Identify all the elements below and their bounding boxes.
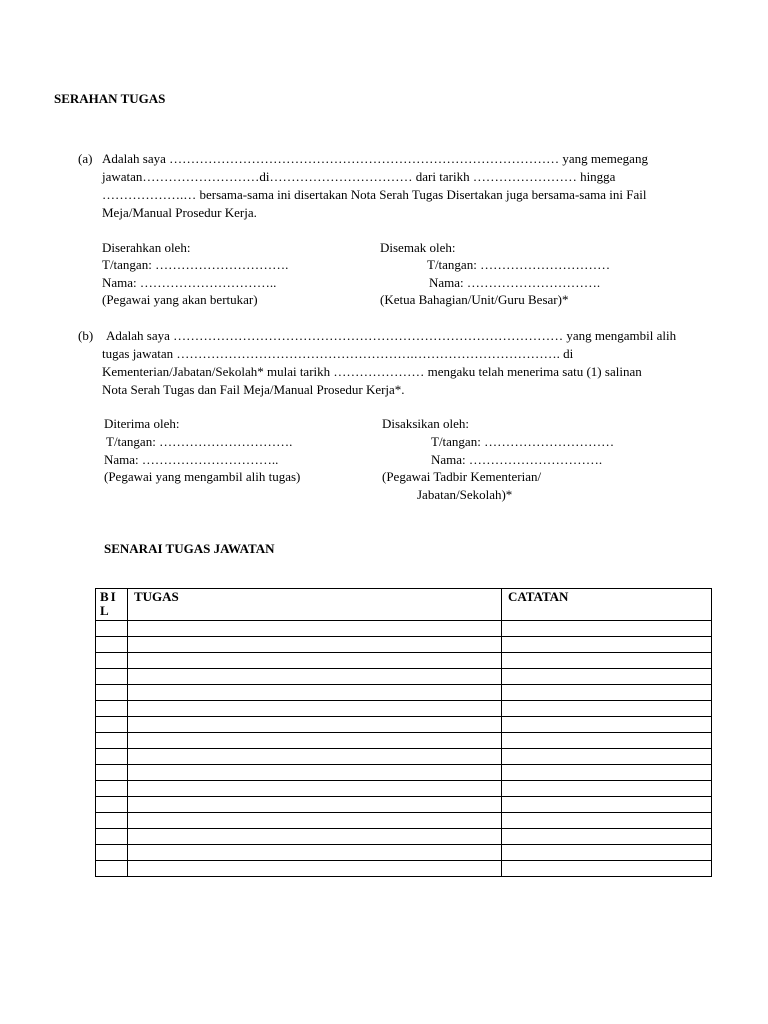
table-row — [96, 829, 712, 845]
table-row — [96, 861, 712, 877]
tugas-cell — [128, 637, 502, 653]
bil-cell — [96, 781, 128, 797]
catatan-cell — [502, 621, 712, 637]
header-tugas: TUGAS — [128, 589, 502, 621]
diserahkan-signature-field: T/tangan: …………………………. — [102, 257, 289, 272]
bil-cell — [96, 717, 128, 733]
catatan-cell — [502, 749, 712, 765]
bil-cell — [96, 845, 128, 861]
table-row — [96, 845, 712, 861]
bil-cell — [96, 653, 128, 669]
table-row — [96, 765, 712, 781]
catatan-cell — [502, 669, 712, 685]
disemak-name-field: Nama: …………………………. — [429, 275, 601, 290]
header-catatan: CATATAN — [502, 589, 712, 621]
tugas-cell — [128, 749, 502, 765]
catatan-cell — [502, 733, 712, 749]
tugas-cell — [128, 669, 502, 685]
tugas-cell — [128, 829, 502, 845]
disemak-role: (Ketua Bahagian/Unit/Guru Besar)* — [380, 292, 569, 307]
bil-cell — [96, 637, 128, 653]
catatan-cell — [502, 765, 712, 781]
bil-cell — [96, 685, 128, 701]
tugas-cell — [128, 717, 502, 733]
tugas-cell — [128, 685, 502, 701]
table-row — [96, 781, 712, 797]
table-row — [96, 653, 712, 669]
catatan-cell — [502, 653, 712, 669]
bil-cell — [96, 797, 128, 813]
disaksikan-name-field: Nama: …………………………. — [431, 452, 603, 467]
bil-cell — [96, 733, 128, 749]
disemak-signature-field: T/tangan: ………………………… — [427, 257, 611, 272]
bil-cell — [96, 749, 128, 765]
section-a-line-2: jawatan………………………di…………………………… dari tarikh …………………… hingga — [102, 169, 616, 184]
disaksikan-role-line-1: (Pegawai Tadbir Kementerian/ — [382, 469, 542, 484]
section-b-line-1: Adalah saya ……………………………………………………………………………… yang mengambil alih — [106, 328, 677, 343]
catatan-cell — [502, 813, 712, 829]
diterima-name-field: Nama: ………………………….. — [104, 452, 279, 467]
table-row — [96, 749, 712, 765]
bil-cell — [96, 813, 128, 829]
tugas-cell — [128, 653, 502, 669]
tugas-cell — [128, 701, 502, 717]
table-row — [96, 733, 712, 749]
diserahkan-heading: Diserahkan oleh: — [102, 240, 191, 255]
catatan-cell — [502, 701, 712, 717]
header-bil: BIL — [96, 589, 128, 621]
diserahkan-role: (Pegawai yang akan bertukar) — [102, 292, 258, 307]
section-b-marker: (b) — [78, 328, 94, 343]
task-table — [95, 588, 712, 877]
bil-cell — [96, 829, 128, 845]
catatan-cell — [502, 717, 712, 733]
diserahkan-name-field: Nama: ………………………….. — [102, 275, 277, 290]
catatan-cell — [502, 781, 712, 797]
senarai-title: SENARAI TUGAS JAWATAN — [104, 541, 275, 556]
disaksikan-heading: Disaksikan oleh: — [382, 416, 470, 431]
catatan-cell — [502, 861, 712, 877]
tugas-cell — [128, 781, 502, 797]
table-row — [96, 621, 712, 637]
table-row — [96, 797, 712, 813]
tugas-cell — [128, 813, 502, 829]
diterima-heading: Diterima oleh: — [104, 416, 180, 431]
section-a-line-4: Meja/Manual Prosedur Kerja. — [102, 205, 257, 220]
bil-cell — [96, 621, 128, 637]
disemak-heading: Disemak oleh: — [380, 240, 456, 255]
table-row — [96, 637, 712, 653]
section-a-line-1: Adalah saya ……………………………………………………………………………… yang memegang — [102, 151, 648, 166]
section-b-line-2: tugas jawatan ……………………………………………….……………………………. di — [102, 346, 574, 361]
tugas-cell — [128, 797, 502, 813]
table-row — [96, 717, 712, 733]
tugas-cell — [128, 733, 502, 749]
disaksikan-signature-field: T/tangan: ………………………… — [431, 434, 615, 449]
diterima-signature-field: T/tangan: …………………………. — [106, 434, 293, 449]
task-table-header-row — [96, 589, 712, 621]
section-b-line-3: Kementerian/Jabatan/Sekolah* mulai tarikh ………………… mengaku telah menerima satu (1) salinan — [102, 364, 642, 379]
catatan-cell — [502, 845, 712, 861]
section-b-line-4: Nota Serah Tugas dan Fail Meja/Manual Prosedur Kerja*. — [102, 382, 405, 397]
bil-cell — [96, 669, 128, 685]
tugas-cell — [128, 861, 502, 877]
catatan-cell — [502, 797, 712, 813]
section-a-marker: (a) — [78, 151, 93, 166]
disaksikan-role-line-2: Jabatan/Sekolah)* — [417, 487, 513, 502]
catatan-cell — [502, 829, 712, 845]
section-a-line-3: ……………….… bersama-sama ini disertakan Nota Serah Tugas Disertakan juga bersama-sama ini Fail — [102, 187, 647, 202]
bil-cell — [96, 701, 128, 717]
page-title: SERAHAN TUGAS — [54, 91, 166, 106]
table-row — [96, 669, 712, 685]
tugas-cell — [128, 621, 502, 637]
tugas-cell — [128, 845, 502, 861]
table-row — [96, 701, 712, 717]
bil-cell — [96, 861, 128, 877]
table-row — [96, 813, 712, 829]
catatan-cell — [502, 685, 712, 701]
tugas-cell — [128, 765, 502, 781]
catatan-cell — [502, 637, 712, 653]
table-row — [96, 685, 712, 701]
diterima-role: (Pegawai yang mengambil alih tugas) — [104, 469, 301, 484]
bil-cell — [96, 765, 128, 781]
